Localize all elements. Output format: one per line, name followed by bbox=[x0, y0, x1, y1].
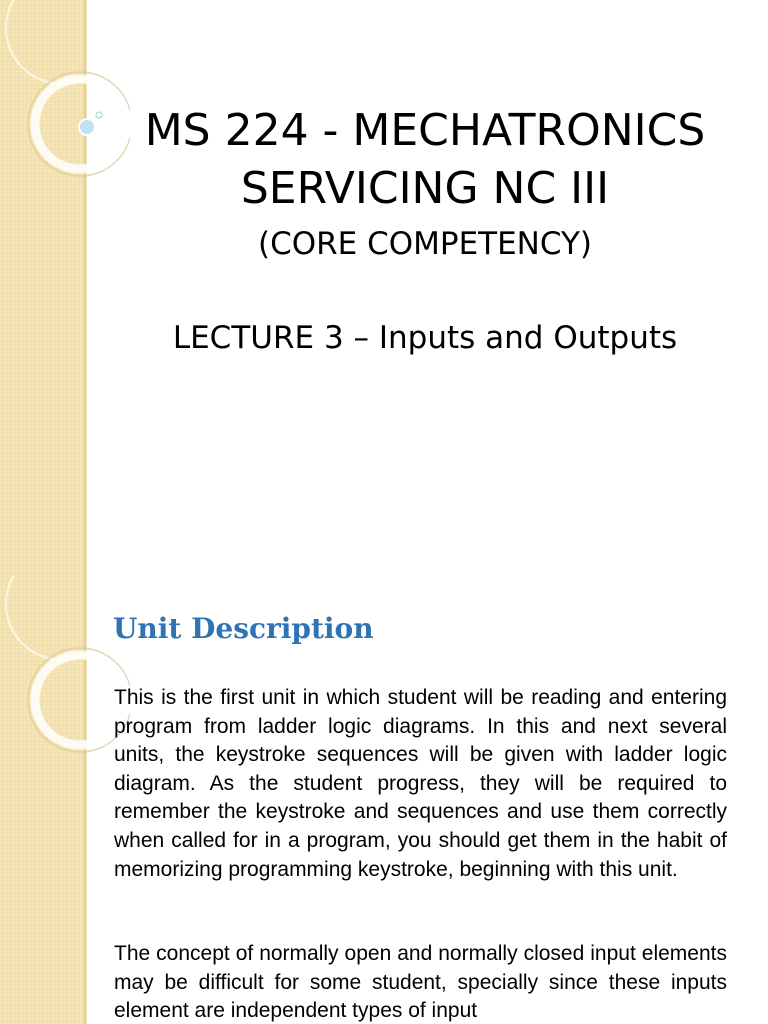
unit-description-slide bbox=[0, 576, 768, 1024]
ring-middle bbox=[35, 655, 125, 745]
section-heading: Unit Description bbox=[113, 612, 374, 645]
slide-subtitle: (CORE COMPETENCY) bbox=[257, 226, 593, 262]
decorative-rings bbox=[0, 576, 130, 1024]
decorative-rings bbox=[0, 0, 130, 576]
paragraph-2: The concept of normally open and normally closed input elements may be difficult for some student, specially since these inputs element are independent types of input bbox=[114, 942, 727, 1023]
bubble-large bbox=[79, 119, 95, 135]
title-line-2: SERVICING NC III bbox=[240, 163, 610, 214]
slide-title bbox=[100, 102, 750, 218]
paragraph-1: This is the first unit in which student will be reading and entering program from ladder logic diagrams. In this and next several units, the keystroke sequences will be given with ladder logic diagram. As the student progress, they will be required to remember the keystroke and sequences and use them correctly when called for in a program, you should get them in the habit of memorizing programming keystroke, beginning with this unit. bbox=[114, 686, 727, 881]
lecture-title: LECTURE 3 – Inputs and Outputs bbox=[172, 320, 678, 356]
ring-top bbox=[6, 0, 118, 84]
ring-top bbox=[6, 576, 118, 660]
title-line-1: MS 224 - MECHATRONICS bbox=[144, 105, 706, 156]
